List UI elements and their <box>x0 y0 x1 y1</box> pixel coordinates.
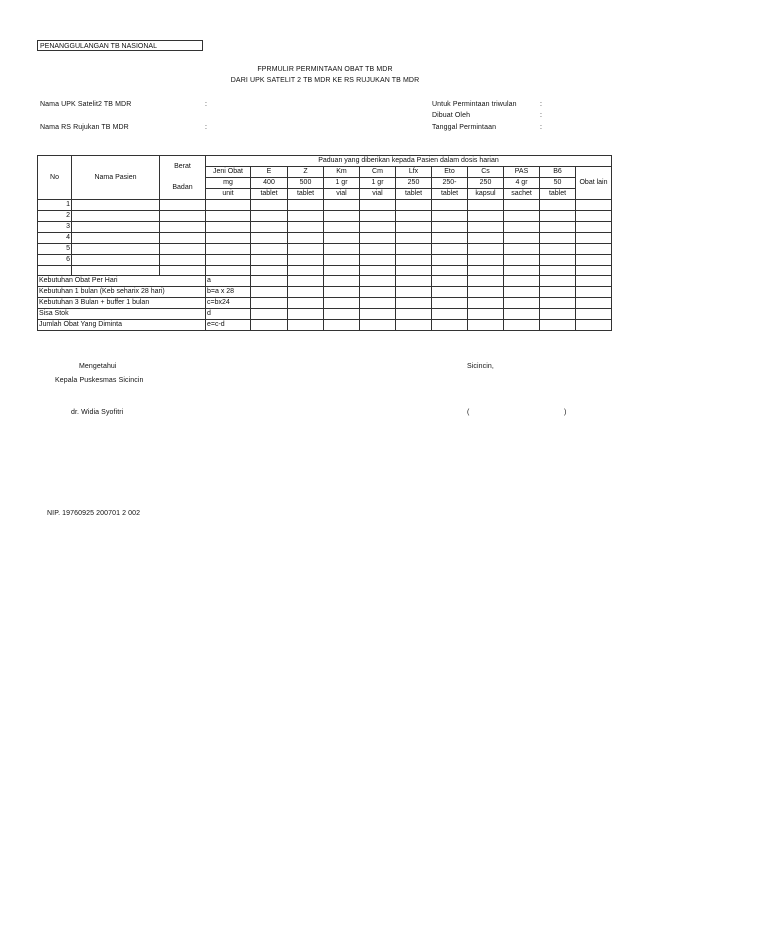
table-cell <box>324 266 360 276</box>
table-cell <box>324 222 360 233</box>
table-cell <box>324 320 360 331</box>
table-cell <box>251 200 288 211</box>
table-cell <box>160 233 206 244</box>
table-cell <box>206 255 251 266</box>
summary-label: Sisa Stok <box>38 309 206 320</box>
table-cell <box>324 298 360 309</box>
table-cell <box>540 309 576 320</box>
table-cell <box>206 233 251 244</box>
table-cell <box>468 255 504 266</box>
form-title-line1: FPRMULIR PERMINTAAN OBAT TB MDR <box>257 66 393 73</box>
summary-label: Kebutuhan 3 Bulan + buffer 1 bulan <box>38 298 206 309</box>
table-cell <box>540 200 576 211</box>
place-label: Sicincin, <box>467 363 494 370</box>
table-cell <box>504 287 540 298</box>
table-cell <box>251 244 288 255</box>
table-cell <box>160 266 206 276</box>
table-cell <box>251 309 288 320</box>
table-cell <box>288 233 324 244</box>
tanggal-label: Tanggal Permintaan <box>432 124 497 131</box>
table-row <box>38 244 612 255</box>
table-cell <box>468 287 504 298</box>
table-cell <box>360 287 396 298</box>
drug-dose: 250 <box>468 178 504 189</box>
nip-label: NIP. 19760925 200701 2 002 <box>47 510 141 517</box>
table-cell <box>504 233 540 244</box>
dibuat-colon: : <box>540 112 543 119</box>
drug-name: PAS <box>504 167 540 178</box>
table-cell <box>288 320 324 331</box>
table-cell <box>72 233 160 244</box>
table-cell <box>396 276 432 287</box>
table-cell <box>540 298 576 309</box>
table-cell <box>360 298 396 309</box>
table-row <box>38 266 612 276</box>
summary-formula: e=c-d <box>206 320 251 331</box>
rs-colon: : <box>205 124 208 131</box>
paren-close: ) <box>564 409 567 416</box>
table-cell <box>432 287 468 298</box>
table-cell <box>396 200 432 211</box>
table-cell <box>206 200 251 211</box>
row-number: 1 <box>38 200 72 211</box>
table-cell <box>540 233 576 244</box>
table-cell <box>360 211 396 222</box>
table-cell <box>576 298 612 309</box>
drug-unit: tablet <box>540 189 576 200</box>
row-number: 3 <box>38 222 72 233</box>
drug-dose: 1 gr <box>360 178 396 189</box>
table-cell <box>360 266 396 276</box>
table-cell <box>324 287 360 298</box>
table-cell <box>468 222 504 233</box>
table-cell <box>396 222 432 233</box>
summary-formula: a <box>206 276 251 287</box>
table-cell <box>576 255 612 266</box>
table-cell <box>251 298 288 309</box>
table-cell <box>160 200 206 211</box>
summary-row <box>38 309 612 320</box>
table-cell <box>468 200 504 211</box>
drug-dose: 250- <box>432 178 468 189</box>
table-cell <box>360 309 396 320</box>
table-cell <box>288 222 324 233</box>
drug-name: Eto <box>432 167 468 178</box>
table-cell <box>396 309 432 320</box>
table-cell <box>540 287 576 298</box>
table-cell <box>72 222 160 233</box>
table-cell <box>396 211 432 222</box>
table-cell <box>468 211 504 222</box>
row-number: 6 <box>38 255 72 266</box>
table-cell <box>72 200 160 211</box>
table-cell <box>504 200 540 211</box>
table-cell <box>324 200 360 211</box>
drug-name: E <box>251 167 288 178</box>
table-cell <box>576 233 612 244</box>
table-cell <box>432 276 468 287</box>
table-cell <box>251 276 288 287</box>
table-cell <box>540 211 576 222</box>
drug-name: Z <box>288 167 324 178</box>
table-cell <box>432 298 468 309</box>
mengetahui-label: Mengetahui <box>79 363 117 370</box>
drug-dose: 50 <box>540 178 576 189</box>
table-cell <box>540 276 576 287</box>
table-row <box>38 233 612 244</box>
table-cell <box>251 255 288 266</box>
table-cell <box>360 200 396 211</box>
paduan-header: Paduan yang diberikan kepada Pasien dalam dosis harian <box>206 156 612 167</box>
triwulan-colon: : <box>540 101 543 108</box>
table-cell <box>360 222 396 233</box>
table-cell <box>576 320 612 331</box>
table-cell <box>324 233 360 244</box>
kepala-label: Kepala Puskesmas Sicincin <box>55 377 144 384</box>
drug-dose: 1 gr <box>324 178 360 189</box>
table-cell <box>160 222 206 233</box>
table-cell <box>432 200 468 211</box>
drug-name: Cm <box>360 167 396 178</box>
request-table <box>37 155 612 331</box>
summary-row <box>38 287 612 298</box>
drug-dose: 250 <box>396 178 432 189</box>
table-cell <box>288 211 324 222</box>
summary-formula: d <box>206 309 251 320</box>
table-cell <box>432 266 468 276</box>
table-cell <box>324 309 360 320</box>
tanggal-colon: : <box>540 124 543 131</box>
table-cell <box>206 211 251 222</box>
table-cell <box>360 244 396 255</box>
table-cell <box>504 255 540 266</box>
table-cell <box>576 222 612 233</box>
row-number: 4 <box>38 233 72 244</box>
table-cell <box>324 276 360 287</box>
table-cell <box>251 320 288 331</box>
table-cell <box>360 276 396 287</box>
table-cell <box>72 244 160 255</box>
patient-rows <box>38 200 612 276</box>
table-row <box>38 255 612 266</box>
summary-row <box>38 298 612 309</box>
drug-unit: tablet <box>251 189 288 200</box>
table-cell <box>251 287 288 298</box>
summary-rows <box>38 276 612 331</box>
table-cell <box>504 211 540 222</box>
table-cell <box>360 320 396 331</box>
summary-label: Jumlah Obat Yang Diminta <box>38 320 206 331</box>
dibuat-label: Dibuat Oleh <box>432 112 471 119</box>
table-cell <box>432 244 468 255</box>
table-cell <box>396 287 432 298</box>
table-cell <box>324 211 360 222</box>
table-cell <box>576 309 612 320</box>
table-cell <box>504 276 540 287</box>
col-berat-header: Berat <box>160 156 206 178</box>
drug-dose: 400 <box>251 178 288 189</box>
table-cell <box>160 255 206 266</box>
upk-colon: : <box>205 101 208 108</box>
table-cell <box>468 309 504 320</box>
table-cell <box>504 244 540 255</box>
table-cell <box>396 320 432 331</box>
rs-label: Nama RS Rujukan TB MDR <box>40 124 129 131</box>
table-cell <box>288 276 324 287</box>
table-cell <box>288 200 324 211</box>
form-title-line2: DARI UPK SATELIT 2 TB MDR KE RS RUJUKAN TB MDR <box>230 77 420 84</box>
obat-lain-header: Obat lain <box>576 167 612 200</box>
table-cell <box>206 222 251 233</box>
jenis-obat-label: Jeni Obat <box>206 167 251 178</box>
signer-name: dr. Widia Syofitri <box>71 409 124 416</box>
table-cell <box>72 266 160 276</box>
summary-label: Kebutuhan Obat Per Hari <box>38 276 206 287</box>
table-cell <box>360 233 396 244</box>
table-cell <box>72 211 160 222</box>
table-cell <box>468 298 504 309</box>
drug-name: B6 <box>540 167 576 178</box>
table-cell <box>576 276 612 287</box>
table-cell <box>324 255 360 266</box>
table-cell <box>432 320 468 331</box>
row-number <box>38 266 72 276</box>
summary-formula: c=bx24 <box>206 298 251 309</box>
table-cell <box>504 320 540 331</box>
table-cell <box>288 287 324 298</box>
summary-formula: b=a x 28 <box>206 287 251 298</box>
table-cell <box>468 266 504 276</box>
table-cell <box>396 298 432 309</box>
table-cell <box>540 320 576 331</box>
table-cell <box>251 233 288 244</box>
table-cell <box>72 255 160 266</box>
table-cell <box>432 222 468 233</box>
table-row <box>38 222 612 233</box>
row-number: 5 <box>38 244 72 255</box>
drug-name: Lfx <box>396 167 432 178</box>
table-cell <box>251 222 288 233</box>
table-cell <box>396 255 432 266</box>
drug-name: Km <box>324 167 360 178</box>
table-cell <box>160 211 206 222</box>
drug-unit: tablet <box>396 189 432 200</box>
table-cell <box>432 211 468 222</box>
table-header-row-1 <box>38 156 612 167</box>
summary-row <box>38 320 612 331</box>
table-cell <box>251 266 288 276</box>
col-nama-header: Nama Pasien <box>72 156 160 200</box>
table-cell <box>576 200 612 211</box>
table-cell <box>540 244 576 255</box>
table-cell <box>504 309 540 320</box>
table-cell <box>540 266 576 276</box>
table-cell <box>504 222 540 233</box>
table-cell <box>288 309 324 320</box>
table-cell <box>432 233 468 244</box>
table-cell <box>576 287 612 298</box>
table-row <box>38 200 612 211</box>
table-cell <box>288 298 324 309</box>
org-label: PENANGGULANGAN TB NASIONAL <box>37 40 203 51</box>
table-cell <box>288 244 324 255</box>
drug-unit: tablet <box>288 189 324 200</box>
table-cell <box>576 266 612 276</box>
table-cell <box>206 266 251 276</box>
row-number: 2 <box>38 211 72 222</box>
summary-row <box>38 276 612 287</box>
drug-dose: 4 gr <box>504 178 540 189</box>
table-cell <box>576 211 612 222</box>
table-cell <box>396 233 432 244</box>
table-cell <box>288 255 324 266</box>
table-cell <box>540 222 576 233</box>
table-cell <box>576 244 612 255</box>
triwulan-label: Untuk Permintaan triwulan <box>432 101 517 108</box>
drug-unit: sachet <box>504 189 540 200</box>
table-cell <box>360 255 396 266</box>
table-cell <box>396 266 432 276</box>
drug-unit: tablet <box>432 189 468 200</box>
drug-name: Cs <box>468 167 504 178</box>
table-cell <box>251 211 288 222</box>
col-badan-header: Badan <box>160 178 206 200</box>
table-cell <box>324 244 360 255</box>
table-cell <box>468 276 504 287</box>
unit-label: unit <box>206 189 251 200</box>
table-cell <box>432 309 468 320</box>
drug-unit: kapsul <box>468 189 504 200</box>
drug-dose: 500 <box>288 178 324 189</box>
mg-label: mg <box>206 178 251 189</box>
table-cell <box>504 266 540 276</box>
col-no-header: No <box>38 156 72 200</box>
table-cell <box>468 244 504 255</box>
table-cell <box>468 320 504 331</box>
drug-unit: vial <box>324 189 360 200</box>
table-cell <box>160 244 206 255</box>
upk-label: Nama UPK Satelit2 TB MDR <box>40 101 132 108</box>
paren-open: ( <box>467 409 470 416</box>
table-cell <box>540 255 576 266</box>
table-cell <box>468 233 504 244</box>
table-cell <box>206 244 251 255</box>
drug-unit: vial <box>360 189 396 200</box>
table-cell <box>432 255 468 266</box>
table-cell <box>504 298 540 309</box>
summary-label: Kebutuhan 1 bulan (Keb seharix 28 hari) <box>38 287 206 298</box>
table-cell <box>288 266 324 276</box>
table-row <box>38 211 612 222</box>
table-cell <box>396 244 432 255</box>
